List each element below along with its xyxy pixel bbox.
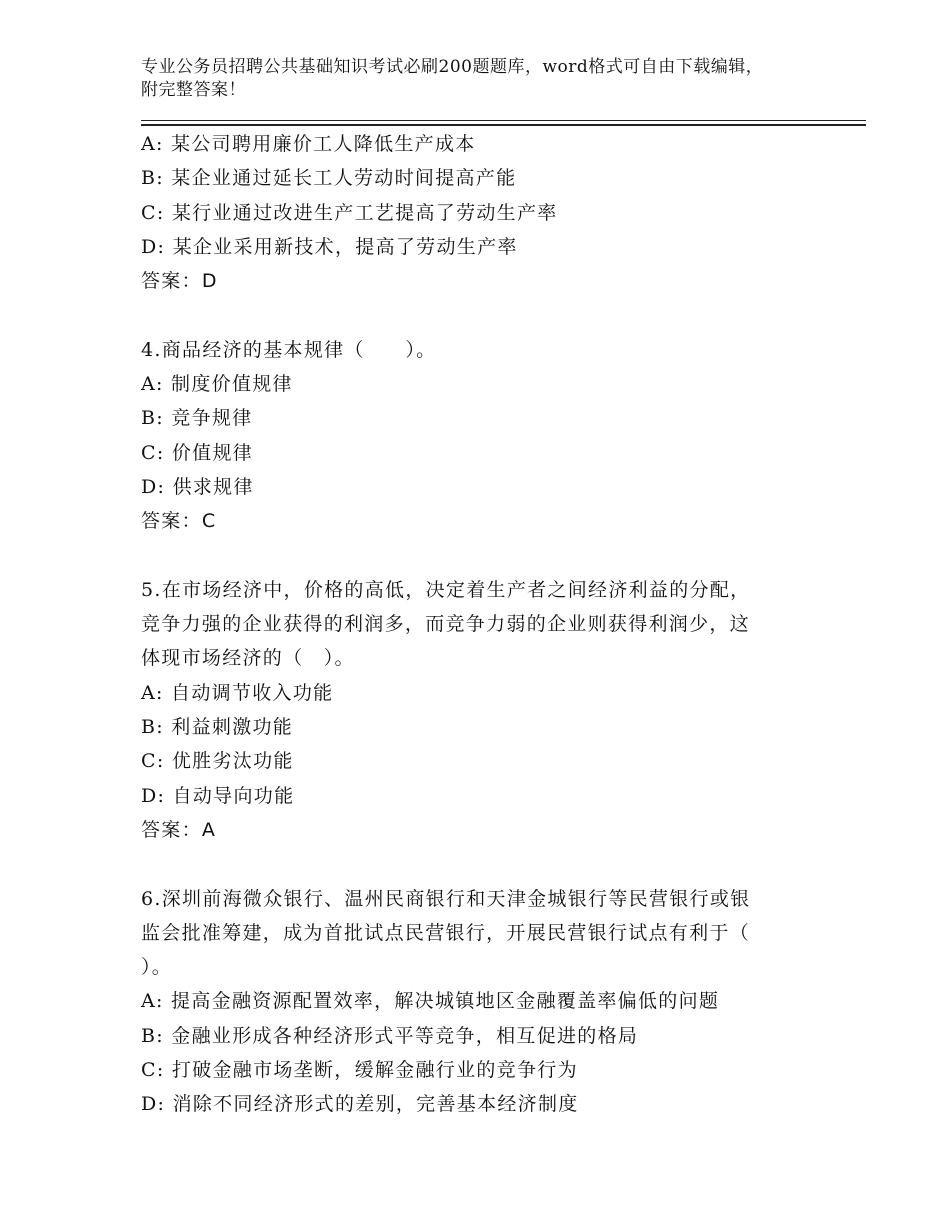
option-a: A: 自动调节收入功能 xyxy=(141,681,334,704)
header-rule-thin xyxy=(141,120,866,121)
option-a: A: 提高金融资源配置效率，解决城镇地区金融覆盖率偏低的问题 xyxy=(141,990,720,1013)
question-5 xyxy=(141,573,861,847)
option-d: D: 自动导向功能 xyxy=(141,784,295,807)
spacer xyxy=(141,298,861,332)
option-d: D: 某企业采用新技术，提高了劳动生产率 xyxy=(141,235,518,258)
question-text-line: 5.在市场经济中，价格的高低，决定着生产者之间经济利益的分配， xyxy=(141,578,751,601)
option-d: D: 供求规律 xyxy=(141,475,254,498)
spacer xyxy=(141,539,861,573)
option-c: C: 优胜劣汰功能 xyxy=(141,750,294,773)
answer-label: 答案：C xyxy=(141,510,217,533)
answer-label: 答案：D xyxy=(141,270,218,293)
header-title-line-2: 附完整答案！ xyxy=(141,80,246,100)
question-text-line: 6.深圳前海微众银行、温州民商银行和天津金城银行等民营银行或银 xyxy=(141,887,751,910)
option-c: C: 某行业通过改进生产工艺提高了劳动生产率 xyxy=(141,201,558,224)
header-rule-thick xyxy=(141,124,866,126)
option-b: B: 金融业形成各种经济形式平等竞争，相互促进的格局 xyxy=(141,1024,639,1047)
question-text-line: ）。 xyxy=(141,956,173,979)
page-header xyxy=(141,56,841,102)
question-text-line: 体现市场经济的（ ）。 xyxy=(141,647,355,670)
answer-label: 答案：A xyxy=(141,818,217,841)
option-b: B: 竞争规律 xyxy=(141,407,253,430)
question-text-line: 监会批准筹建，成为首批试点民营银行，开展民营银行试点有利于（ xyxy=(141,921,751,944)
option-d: D: 消除不同经济形式的差别，完善基本经济制度 xyxy=(141,1093,579,1116)
question-4 xyxy=(141,333,861,539)
spacer xyxy=(141,847,861,881)
question-list xyxy=(141,127,861,1122)
option-b: B: 利益刺激功能 xyxy=(141,716,294,739)
option-a: A: 制度价值规律 xyxy=(141,373,293,396)
header-title-line-1: 专业公务员招聘公共基础知识考试必刷200题题库，word格式可自由下载编辑， xyxy=(141,57,764,77)
question-6 xyxy=(141,882,861,1122)
option-b: B: 某企业通过延长工人劳动时间提高产能 xyxy=(141,167,517,190)
option-c: C: 价值规律 xyxy=(141,441,254,464)
option-a: A: 某公司聘用廉价工人降低生产成本 xyxy=(141,133,476,155)
option-c: C: 打破金融市场垄断，缓解金融行业的竞争行为 xyxy=(141,1059,578,1082)
question-3 xyxy=(141,127,861,298)
question-text-line: 竞争力强的企业获得的利润多，而竞争力弱的企业则获得利润少，这 xyxy=(141,613,751,636)
question-text: 4.商品经济的基本规律（ ）。 xyxy=(141,338,437,361)
